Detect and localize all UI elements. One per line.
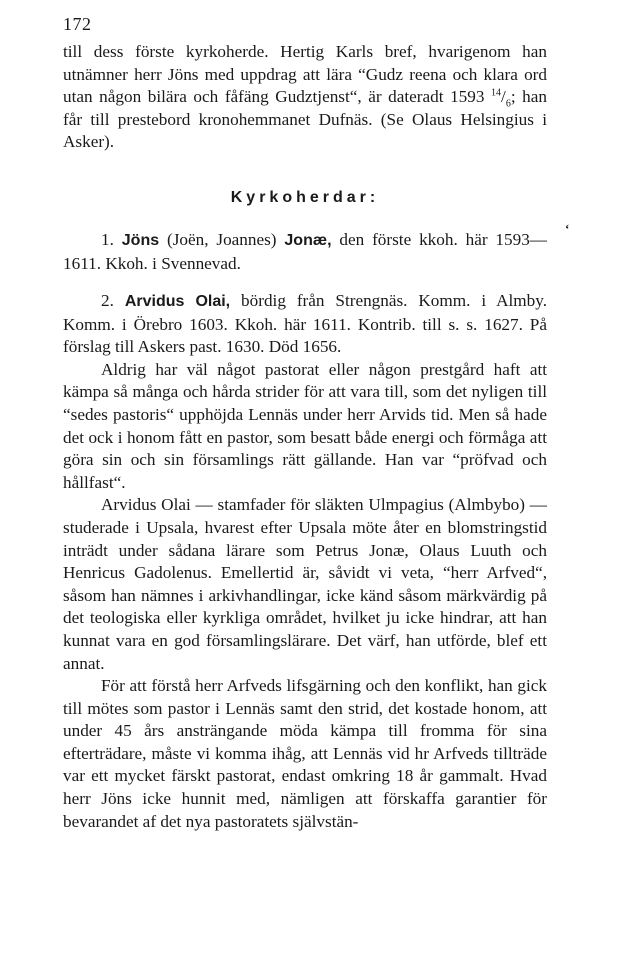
entry-text: bördig från Strengnäs. Komm. i Almby. Komm. i Örebro 1603. Kkoh. här 1611. Kontrib. till s. s. 1627. På förslag till Askers past. 1630. Död 1656. — [63, 291, 548, 357]
section-heading: Kyrkoherdar: — [230, 189, 380, 206]
page-number: 172 — [63, 14, 92, 34]
date-superscript: 14 — [491, 87, 502, 99]
entry-1 — [63, 229, 547, 275]
entry-name-2: Jonæ, — [284, 232, 332, 249]
margin-mark: ‘ — [565, 221, 570, 236]
date-subscript: 6 — [505, 98, 511, 110]
entry-2 — [63, 290, 547, 833]
entry-alias: (Joën, Joannes) — [159, 230, 285, 249]
entry-name: Jöns — [121, 232, 160, 249]
entry-text: den förste kkoh. här 1593—1611. Kkoh. i Svennevad. — [63, 230, 547, 273]
entry-number: 1. — [101, 230, 114, 249]
body-paragraph: Aldrig har väl något pastorat eller någon prestgård haft att kämpa så många och hårda strider för att vara till, som det nyligen till “sedes pastoris“ upphöjda Lennäs under herr Arvids tid. Men så hade det ock i honom fått en pastor, som besatt både energi och förmåga att göra sin och sin församlings rätt gällande. Han var “pröfvad och hållfast“. — [63, 359, 547, 492]
body-paragraph: För att förstå herr Arfveds lifsgärning och den konflikt, han gick till mötes som pastor i Lennäs samt den strid, det kostade honom, att under 45 års ansträngande möda kämpa till fromma för sina efterträdare, måste vi komma ihåg, att Lennäs vid hr Arfveds tillträde var ett mycket färskt pastorat, endast omkring 18 år gammalt. Hvad herr Jöns icke hunnit med, nämligen att förskaffa garantier för bevarandet af det nya pastoratets självstän- — [63, 676, 547, 831]
intro-text-b: ; han får till prestebord kronohemmanet Dufnäs. (Se Olaus Helsingius i Asker). — [63, 87, 547, 152]
intro-text-a: till dess förste kyrkoherde. Hertig Karls bref, hvarigenom han utnämner herr Jöns med uppdrag att lära “Gudz reena och klara ord utan någon bilära och fåfäng Gudztjenst“, är dateradt 1593 — [63, 42, 547, 107]
entry-number: 2. — [101, 291, 114, 310]
intro-paragraph: till dess förste kyrkoherde. Hertig Karls bref, hvarigenom han utnämner herr Jöns med uppdrag att lära “Gudz reena och klara ord utan någon bilära och fåfäng Gudztjenst“, är dateradt 1593 $^{14}/_6$; han får till prestebord kronohemmanet Dufnäs. (Se Olaus Helsingius i Asker). — [63, 42, 547, 152]
entry-name: Arvidus Olai, — [124, 293, 231, 310]
body-paragraph: Arvidus Olai — stamfader för släkten Ulmpagius (Almbybo) — studerade i Upsala, hvarest efter Upsala möte åter en blomstringstid inträdt under sådana lärare som Petrus Jonæ, Olaus Luuth och Henricus Gadolenus. Emellertid är, såvidt vi veta, “herr Arfved“, såsom han nämnes i arkivhandlingar, icke känd såsom märkvärdig på det teologiska eller kyrkliga området, hvilket ju icke hindrar, att han kunnat vara en god församlingslärare. Det värf, han utförde, blef ett annat. — [63, 495, 547, 673]
